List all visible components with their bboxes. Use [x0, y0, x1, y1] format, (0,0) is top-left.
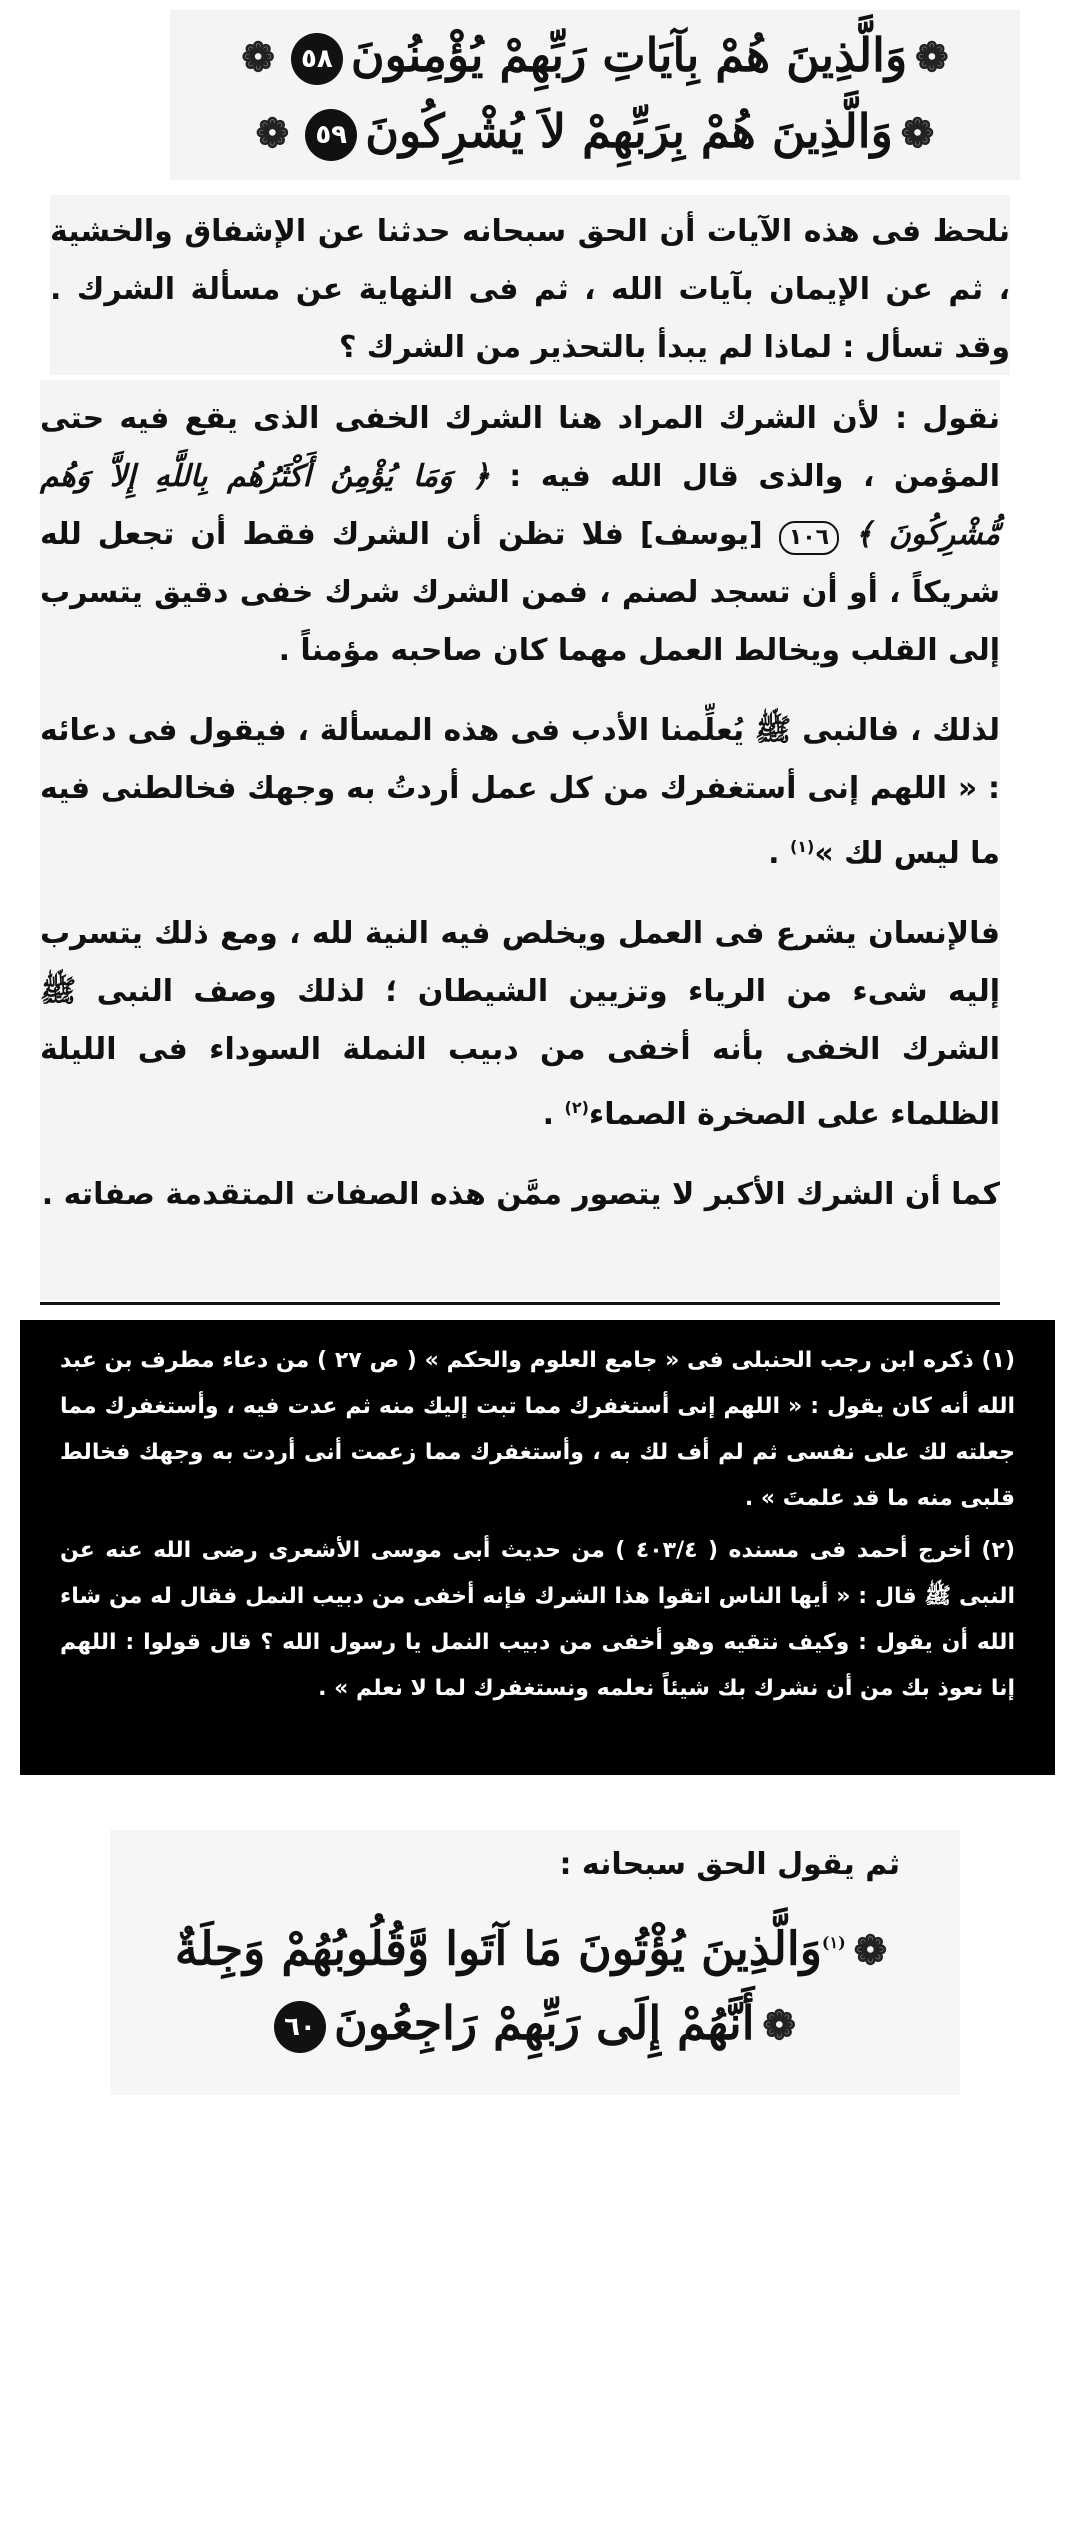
footnotes-block [20, 1320, 1055, 1775]
footnote-2: (٢) أخرج أحمد فى مسنده ( ٤٠٣/٤ ) من حديث أبى موسى الأشعرى رضى الله عنه عن النبى ﷺ قال : « أيها الناس اتقوا هذا الشرك فإنه أخفى من دبيب النمل فقال له من شاء الله أن يقول : وكيف نتقيه وهو أخفى من دبيب النمل يا رسول الله ؟ قال قولوا : اللهم إنا نعوذ بك من أن نشرك بك شيئاً نعلمه ونستغفرك لما لا نعلم » . [60, 1538, 1015, 1701]
verse-number-59: ٥٩ [305, 109, 357, 161]
footnote-ref-1: (١) [789, 837, 815, 856]
paragraph-block-1 [50, 195, 1010, 375]
surah-ref: [يوسف] [640, 517, 763, 552]
paragraph-4 [40, 905, 1000, 1144]
main-body [40, 380, 1000, 1300]
paragraph-2-text-cont: فلا تظن أن الشرك فقط أن تجعل لله شريكاً ، أو أن تسجد لصنم ، فمن الشرك شرك خفى دقيق يتسرب إلى القلب ويخالط العمل مهما كان صاحبه مؤمناً . [40, 517, 1000, 668]
ornament-icon: ❁ [915, 34, 949, 81]
paragraph-1: نلحظ فى هذه الآيات أن الحق سبحانه حدثنا عن الإشفاق والخشية ، ثم عن الإيمان بآيات الله ، ثم فى النهاية عن مسألة الشرك . وقد تسأل : لماذا لم يبدأ بالتحذير من الشرك ؟ [50, 214, 1010, 365]
verse-block-bottom [110, 1830, 960, 2095]
verse-ref-number: ١٠٦ [779, 521, 839, 555]
quran-quote: ﴿ وَمَا يُؤْمِنُ أَكْثَرُهُم بِاللَّهِ إِلاَّ وَهُم مُّشْرِكُونَ ﴾ [40, 459, 1000, 552]
verse-block-top [170, 10, 1020, 180]
bottom-intro: ثم يقول الحق سبحانه : [559, 1847, 900, 1882]
footnote-ref-2: (٢) [564, 1098, 589, 1117]
verse-line-60b [110, 1990, 960, 2059]
paragraph-2-text: نقول : لأن الشرك المراد هنا الشرك الخفى الذى يقع فيه حتى المؤمن ، والذى قال الله فيه : [40, 401, 1000, 494]
verse-line-59 [170, 98, 1020, 167]
ornament-icon: ❁ [241, 34, 275, 81]
paragraph-4-end: . [542, 1097, 565, 1132]
ornament-icon: ❁ [900, 110, 935, 157]
verse-number-60: ٦٠ [274, 2001, 326, 2053]
paragraph-4-text: فالإنسان يشرع فى العمل ويخلص فيه النية لله ، ومع ذلك يتسرب إليه شىء من الرياء وتزيين الشيطان ؛ لذلك وصف النبى ﷺ الشرك الخفى بأنه أخفى من دبيب النملة السوداء فى الليلة الظلماء على الصخرة الصماء [40, 916, 1000, 1132]
ornament-icon: ❁ [762, 2002, 797, 2049]
verse-text: وَالَّذِينَ هُمْ بِرَبِّهِمْ لاَ يُشْرِكُونَ [365, 104, 893, 158]
paragraph-3-text: لذلك ، فالنبى ﷺ يُعلِّمنا الأدب فى هذه المسألة ، فيقول فى دعائه : « اللهم إنى أستغفرك من كل عمل أردتُ به وجهك فخالطنى فيه ما ليس لك » [40, 713, 1000, 871]
verse-line-58 [170, 22, 1020, 91]
verse-text: وَالَّذِينَ يُؤْتُونَ مَا آتَوا وَّقُلُوبُهُمْ وَجِلَةٌ [174, 1921, 822, 1976]
verse-text: وَالَّذِينَ هُمْ بِآيَاتِ رَبِّهِمْ يُؤْمِنُونَ [350, 28, 908, 82]
verse-line-60a [110, 1910, 960, 1984]
ornament-icon: ❁ [255, 110, 290, 157]
footnote-ref-bottom: (١) [821, 1933, 846, 1952]
footnote-divider [40, 1302, 1000, 1305]
footnote-1: (١) ذكره ابن رجب الحنبلى فى « جامع العلوم والحكم » ( ص ٢٧ ) من دعاء مطرف بن عبد الله أنه كان يقول : « اللهم إنى أستغفرك مما تبت إليك منه ثم عدت فيه ، وأستغفرك مما جعلته لك على نفسى ثم لم أف لك به ، وأستغفرك مما زعمت أنى أردت به وجهك فخالط قلبى منه ما قد علمتَ » . [60, 1348, 1015, 1511]
paragraph-2 [40, 390, 1000, 680]
paragraph-5: كما أن الشرك الأكبر لا يتصور ممَّن هذه الصفات المتقدمة صفاته . [41, 1177, 1000, 1212]
verse-text: أَنَّهُمْ إِلَى رَبِّهِمْ رَاجِعُونَ [333, 1996, 755, 2050]
verse-number-58: ٥٨ [291, 33, 343, 85]
ornament-icon: ❁ [853, 1927, 888, 1975]
paragraph-3 [40, 702, 1000, 883]
paragraph-3-end: . [768, 836, 790, 871]
